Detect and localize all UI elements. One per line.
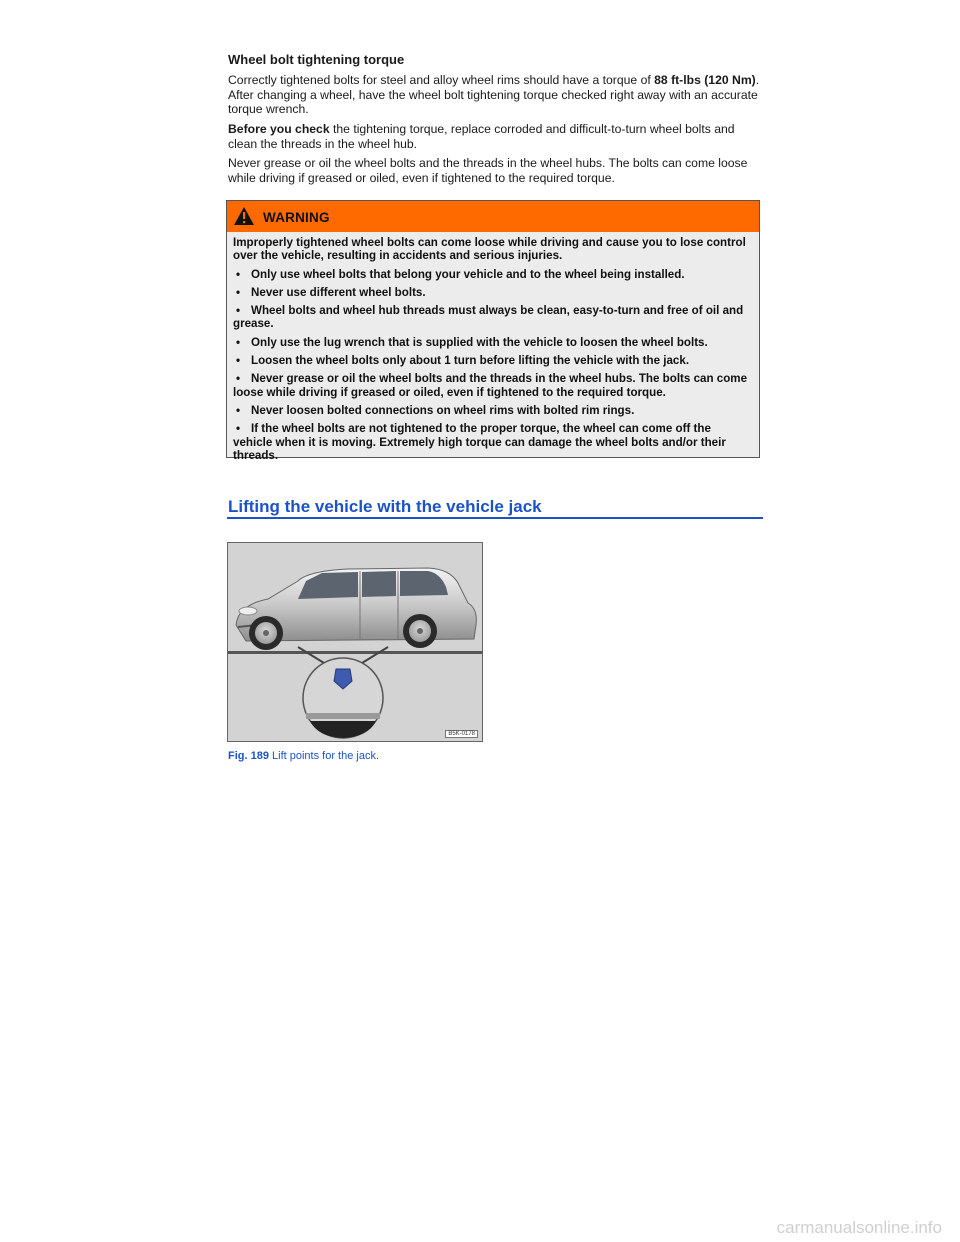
warning-item: • Never loosen bolted connections on wheel rims with bolted rim rings. bbox=[233, 404, 753, 417]
warning-list bbox=[233, 268, 753, 463]
section-title: Wheel bolt tightening torque bbox=[228, 52, 405, 67]
bullet-icon: • bbox=[236, 267, 241, 281]
warning-header bbox=[227, 201, 759, 232]
lift-points-figure bbox=[227, 542, 483, 742]
front-wheel bbox=[249, 616, 283, 650]
warning-item: • Only use wheel bolts that belong your vehicle and to the wheel being installed. bbox=[233, 268, 753, 281]
warning-item: • Never grease or oil the wheel bolts and the threads in the wheel hubs. The bolts can come loose while driving if greased or oiled, even if tightened to the required torque. bbox=[233, 372, 748, 399]
before-check-paragraph: Before you check the tightening torque, replace corroded and difficult-to-turn wheel bolts and clean the threads in the wheel hub. bbox=[228, 122, 735, 151]
rear-wheel bbox=[403, 614, 437, 648]
car-illustration bbox=[228, 543, 483, 742]
figure-caption: Fig. 189 Lift points for the jack. bbox=[228, 750, 380, 762]
bullet-icon: • bbox=[236, 422, 241, 436]
warning-triangle-icon bbox=[233, 206, 255, 226]
warning-intro: Improperly tightened wheel bolts can come loose while driving and cause you to lose control over the vehicle, resulting in accidents and serious injuries. bbox=[233, 236, 746, 263]
warning-item: • Never use different wheel bolts. bbox=[233, 286, 753, 299]
bullet-icon: • bbox=[236, 335, 241, 349]
warning-item: • Wheel bolts and wheel hub threads must always be clean, easy-to-turn and free of oil and grease. bbox=[233, 304, 744, 331]
grease-paragraph: Never grease or oil the wheel bolts and the threads in the wheel hubs. The bolts can come loose while driving if greased or oiled, even if tightened to the required torque. bbox=[228, 156, 748, 185]
footer-watermark bbox=[0, 1212, 960, 1242]
before-check-label: Before you check bbox=[228, 122, 330, 136]
bullet-icon: • bbox=[236, 304, 241, 318]
warning-item: • Loosen the wheel bolts only about 1 turn before lifting the vehicle with the jack. bbox=[233, 354, 753, 367]
bullet-icon: • bbox=[236, 403, 241, 417]
torque-paragraph: Correctly tightened bolts for steel and alloy wheel rims should have a torque of 88 ft-lbs (120 Nm). After changing a wheel, have the wheel bolt tightening torque checked right away with an accurate torque wrench. bbox=[228, 73, 760, 116]
bullet-icon: • bbox=[236, 372, 241, 386]
bullet-icon: • bbox=[236, 285, 241, 299]
warning-box bbox=[226, 200, 760, 462]
bullet-icon: • bbox=[236, 354, 241, 368]
warning-item: • Only use the lug wrench that is supplied with the vehicle to loosen the wheel bolts. bbox=[233, 336, 753, 349]
watermark-text: carmanualsonline.info bbox=[776, 1218, 942, 1237]
subsection-title: Lifting the vehicle with the vehicle jack bbox=[228, 497, 542, 516]
torque-value: 88 ft-lbs (120 Nm) bbox=[654, 73, 756, 87]
warning-title: WARNING bbox=[263, 210, 330, 225]
warning-item: • If the wheel bolts are not tightened to the proper torque, the wheel can come off the vehicle when it is moving. Extremely high torque can damage the wheel bolts and/or their threads. bbox=[233, 422, 726, 462]
figure-code: B5K-0178 bbox=[445, 730, 478, 738]
subsection-rule bbox=[227, 517, 763, 519]
